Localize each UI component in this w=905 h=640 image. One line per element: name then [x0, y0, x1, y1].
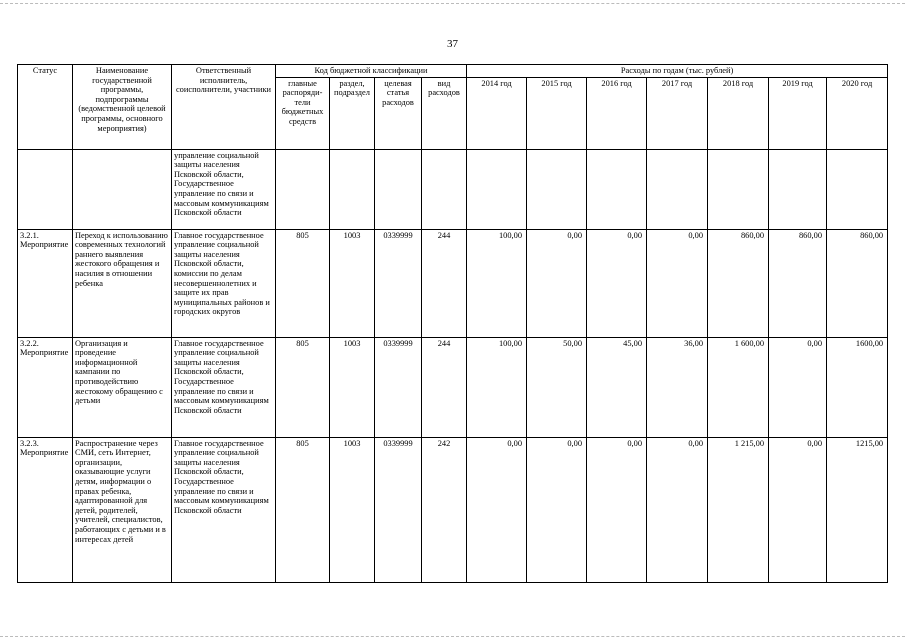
- row-value: 0,00: [527, 437, 587, 582]
- row-responsible: Главное государственное управление социальной защиты населения Псковской области, Государственное управление по связи и массовым коммуникациям Псковской области: [172, 337, 276, 437]
- row-status: 3.2.2. Мероприятие: [18, 337, 73, 437]
- header-year: 2016 год: [587, 77, 647, 149]
- header-section: раздел, подраздел: [330, 77, 375, 149]
- row-target: 0339999: [375, 229, 422, 337]
- row-value: 0,00: [467, 437, 527, 582]
- row-value: 100,00: [467, 337, 527, 437]
- row-value: 0,00: [647, 437, 708, 582]
- row-section: 1003: [330, 437, 375, 582]
- row-value: 0,00: [769, 437, 827, 582]
- row-name: Распространение через СМИ, сеть Интернет, организации, оказывающие услуги детям, информации о правах ребенка, адаптированной для детей, родителей, учителей, специалистов, работающих с детьми и в интересах детей: [73, 437, 172, 582]
- row-value: 0,00: [769, 337, 827, 437]
- table-row: [18, 437, 888, 582]
- header-responsible: Ответственный исполнитель, соисполнители, участники: [172, 65, 276, 150]
- row-status: 3.2.3. Мероприятие: [18, 437, 73, 582]
- scan-edge-top: [0, 3, 905, 5]
- header-target: целевая статья расходов: [375, 77, 422, 149]
- row-target: 0339999: [375, 437, 422, 582]
- row-target: 0339999: [375, 337, 422, 437]
- row-value: 100,00: [467, 229, 527, 337]
- row-responsible: Главное государственное управление социальной защиты населения Псковской области, комиссии по делам несовершеннолетних и защите их прав муниципальных районов и городских округов: [172, 229, 276, 337]
- row-value: 1 600,00: [708, 337, 769, 437]
- row-section: 1003: [330, 229, 375, 337]
- header-expenses: Расходы по годам (тыс. рублей): [467, 65, 888, 78]
- row-type: 242: [422, 437, 467, 582]
- scan-edge-bottom: [0, 636, 905, 638]
- row-value: 1600,00: [827, 337, 888, 437]
- row-grbs: 805: [276, 437, 330, 582]
- row-value: 0,00: [587, 229, 647, 337]
- row-section: 1003: [330, 337, 375, 437]
- header-year: 2020 год: [827, 77, 888, 149]
- table-row: [18, 229, 888, 337]
- header-year: 2015 год: [527, 77, 587, 149]
- row-name: Организация и проведение информационной кампании по противодействию жестокому обращению с детьми: [73, 337, 172, 437]
- row-value: 45,00: [587, 337, 647, 437]
- row-type: 244: [422, 337, 467, 437]
- row-responsible: Главное государственное управление социальной защиты населения Псковской области, Государственное управление по связи и массовым коммуникациям Псковской области: [172, 437, 276, 582]
- row-value: 860,00: [708, 229, 769, 337]
- header-type: вид расходов: [422, 77, 467, 149]
- row-type: 244: [422, 229, 467, 337]
- row-grbs: 805: [276, 337, 330, 437]
- row-value: 50,00: [527, 337, 587, 437]
- row-value: 860,00: [827, 229, 888, 337]
- header-status: Статус: [18, 65, 73, 150]
- row-value: 1215,00: [827, 437, 888, 582]
- page-number: 37: [447, 38, 458, 50]
- header-year: 2019 год: [769, 77, 827, 149]
- row-value: 1 215,00: [708, 437, 769, 582]
- header-year: 2014 год: [467, 77, 527, 149]
- row-name: Переход к использованию современных технологий раннего выявления жестокого обращения и насилия в отношении ребенка: [73, 229, 172, 337]
- budget-table: [17, 64, 888, 583]
- header-year: 2018 год: [708, 77, 769, 149]
- row-status: 3.2.1. Мероприятие: [18, 229, 73, 337]
- row-value: 0,00: [527, 229, 587, 337]
- row-value: 860,00: [769, 229, 827, 337]
- row-value: 36,00: [647, 337, 708, 437]
- continuation-responsible: управление социальной защиты населения Псковской области, Государственное управление по связи и массовым коммуникациям Псковской области: [172, 149, 276, 229]
- header-row-1: [18, 65, 888, 78]
- row-value: 0,00: [587, 437, 647, 582]
- row-grbs: 805: [276, 229, 330, 337]
- row-value: 0,00: [647, 229, 708, 337]
- table-row: [18, 337, 888, 437]
- header-name: Наименование государственной программы, подпрограммы (ведомственной целевой программы, основного мероприятия): [73, 65, 172, 150]
- header-grbs: главные распоряди-тели бюджетных средств: [276, 77, 330, 149]
- continuation-row: [18, 149, 888, 229]
- header-year: 2017 год: [647, 77, 708, 149]
- header-budget-code: Код бюджетной классификации: [276, 65, 467, 78]
